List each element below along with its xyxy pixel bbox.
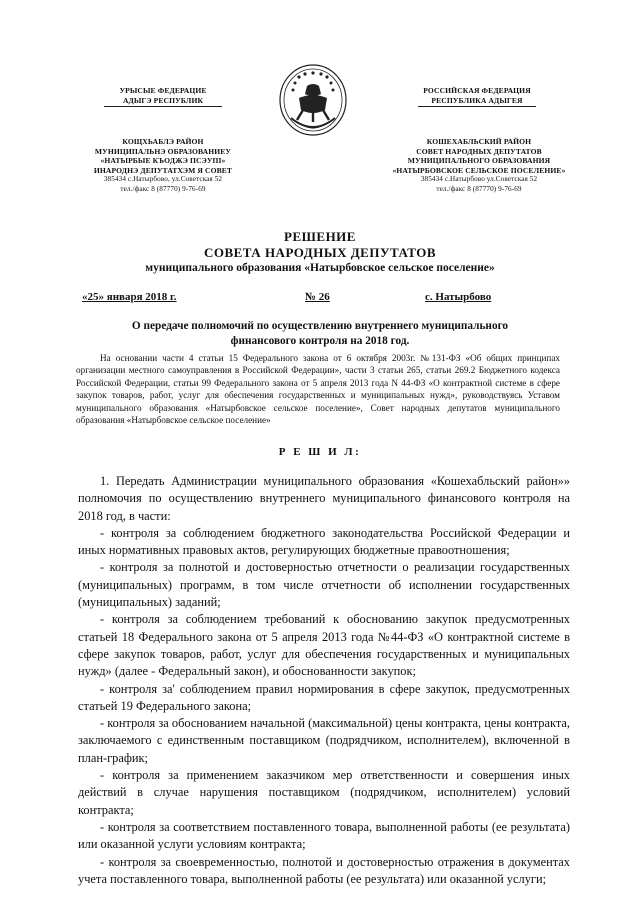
header-right-bottom — [372, 137, 586, 195]
list-item: - контроля за обоснованием начальной (максимальной) цены контракта, цены контракта, заключаемого с единственным поставщиком (подрядчиком, исполнителем), включенной в план-график; — [78, 716, 570, 765]
header-line: РЕСПУБЛИКА АДЫГЕЯ — [431, 95, 523, 105]
header-address: 385434 с.Натырбово ул.Советская 52 — [420, 175, 538, 184]
header-line: СОВЕТ НАРОДНЫХ ДЕПУТАТОВ — [416, 146, 542, 156]
document-subject: О передаче полномочий по осуществлению внутреннего муниципального — [131, 320, 509, 332]
document-date: «25» января 2018 г. — [82, 291, 177, 303]
header-line: ИНАРОДНЭ ДЕПУТАТХЭМ Я СОВЕТ — [93, 165, 233, 175]
document-municipality: муниципального образования «Натырбовское сельское поселение» — [145, 262, 495, 274]
list-item: - контроля за своевременностью, полнотой и достоверностью отражения в документах учета поставленного товара, выполненной работы (ее результата) или оказанной услуги; — [78, 854, 570, 886]
document-number: № 26 — [305, 291, 330, 303]
header-right-top — [392, 86, 562, 105]
header-line: АДЫГЭ РЕСПУБЛИК — [122, 95, 204, 105]
list-item: - контроля за' соблюдением правил нормирования в сфере закупок, предусмотренных статьей 19 Федерального закона; — [78, 681, 570, 713]
header-phone: тел./факс 8 (87770) 9-76-69 — [436, 184, 522, 193]
header-line: РОССИЙСКАЯ ФЕДЕРАЦИЯ — [423, 86, 531, 95]
list-item: - контроля за соблюдением бюджетного законодательства Российской Федерации и иных нормативных правовых актов, регулирующих бюджетные правоотношения; — [78, 525, 570, 558]
list-item: - контроля за полнотой и достоверностью отчетности о реализации государственных (муниципальных) программ, в том числе отчетности об исполнении государственных (муниципальных) заданий; — [78, 560, 570, 610]
header-phone: тел./факс 8 (87770) 9-76-69 — [120, 184, 206, 193]
preamble-text: На основании части 4 статьи 15 Федерального закона от 6 октября 2003г. №131-ФЗ «Об общих принципах организации местного самоуправления в Российской Федерации», части 3 статьи 265, статьи 269.2 Бюджетного кодекса Российской Федерации, статьи 99 Федерального закона от 5 апреля 2013 года N 44-ФЗ «О контрактной системе в сфере закупок товаров, работ, услуг для обеспечения государственных и муниципальных нужд», руководствуясь Уставом муниципального образования «Натырбовское сельское поселение», Совет народных депутатов муниципального образования «Натырбовское сельское поселение» — [76, 353, 560, 426]
resolve-heading: Р Е Ш И Л: — [278, 446, 362, 458]
document-title: РЕШЕНИЕ — [284, 229, 356, 244]
list-item: - контроля за применением заказчиком мер ответственности и совершения иных действий в случае нарушения поставщиком (подрядчиком, исполнителем) условий контракта; — [78, 768, 570, 817]
header-left-bottom — [56, 137, 270, 195]
header-divider — [104, 106, 222, 107]
document-subject: финансового контроля на 2018 год. — [230, 335, 410, 347]
header-line: КОЩХЬАБЛЭ РАЙОН — [122, 137, 204, 146]
coat-of-arms-emblem — [277, 62, 349, 138]
header-line: УРЫСЫЕ ФЕДЕРАЦИЕ — [119, 86, 207, 95]
header-line: МУНИЦИПАЛЬНОГО ОБРАЗОВАНИЯ — [407, 156, 551, 166]
header-line: КОШЕХАБЛЬСКИЙ РАЙОН — [426, 137, 532, 146]
header-line: МУНИЦИПАЛЬНЭ ОБРАЗОВАНИЕУ — [94, 146, 232, 156]
header-divider — [418, 106, 536, 107]
header-left-top — [78, 86, 248, 105]
header-address: 385434 с.Натырбово, ул.Советская 52 — [103, 175, 223, 184]
clause-1-text: 1. Передать Администрации муниципального образования «Кошехабльский район»» полномочия по осуществлению внутреннего муниципального финансового контроля на 2018 год, в части: — [78, 474, 570, 523]
clause-list — [78, 473, 570, 888]
preamble — [76, 352, 560, 426]
header-line: «НАТЫРБОВСКОЕ СЕЛЬСКОЕ ПОСЕЛЕНИЕ» — [392, 165, 566, 175]
document-place: с. Натырбово — [425, 291, 492, 303]
document-issuer: СОВЕТА НАРОДНЫХ ДЕПУТАТОВ — [203, 245, 437, 260]
header-line: «НАТЫРБЫЕ КЪОДЖЭ ПСЭУПI» — [100, 156, 226, 166]
list-item: - контроля за соответствием поставленного товара, выполненной работы (ее результата) или оказанной услуги условиям контракта; — [78, 819, 570, 852]
list-item: - контроля за соблюдением требований к обоснованию закупок предусмотренных статьей 18 Федерального закона от 5 апреля 2013 года №44-ФЗ «О контрактной системе в сфере закупок товаров, работ, услуг для обеспечения государственных и муниципальных нужд» (далее - Федеральный закон), и обоснованности закупок; — [78, 612, 570, 679]
